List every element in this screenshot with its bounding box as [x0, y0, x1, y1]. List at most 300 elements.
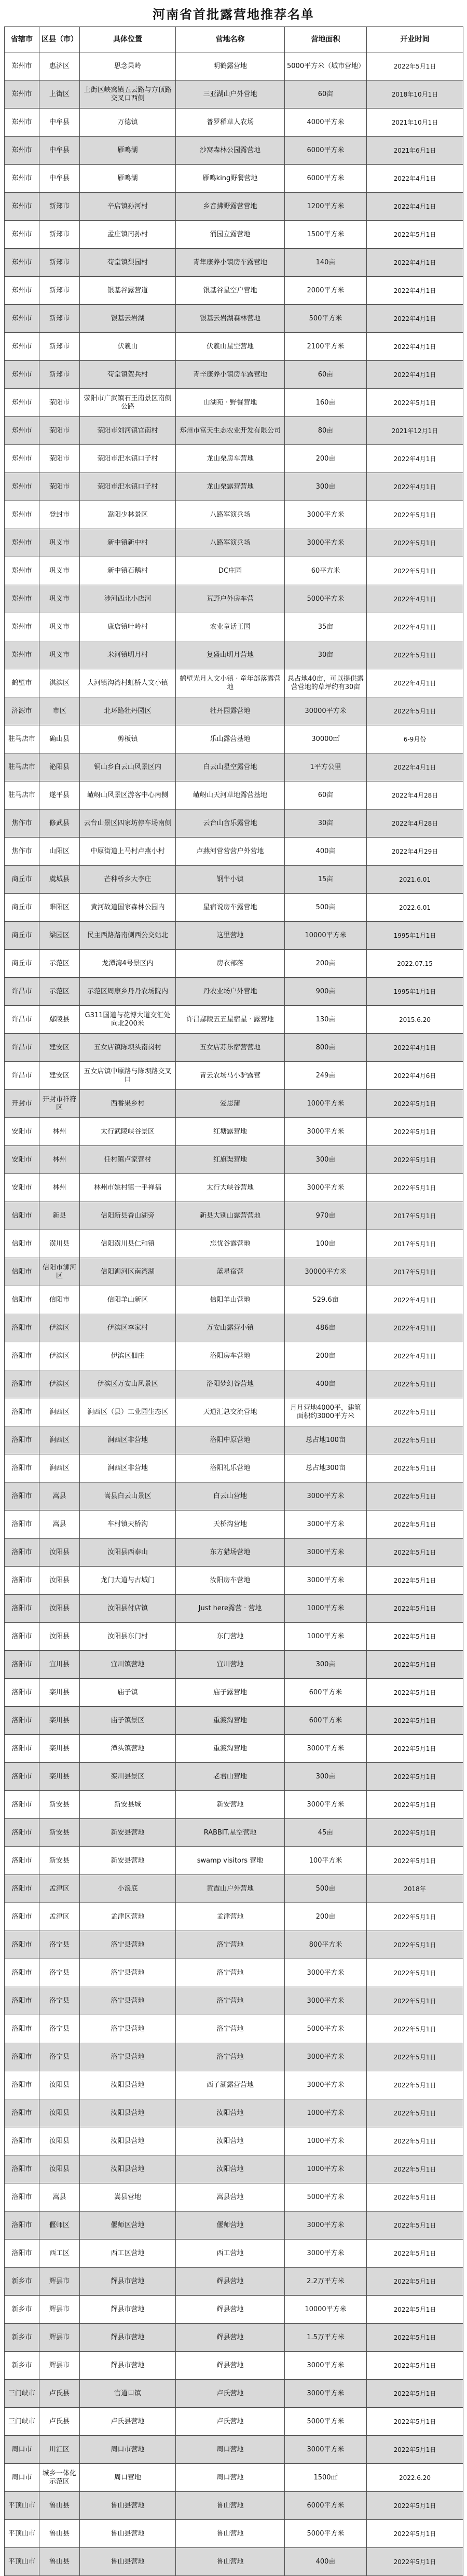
table-row — [5, 1174, 463, 1202]
opening-date-cell: 2022年5月1日 — [367, 1679, 463, 1707]
opening-date-cell: 2022年4月1日 — [367, 585, 463, 613]
district-cell: 孟津区 — [39, 1903, 80, 1931]
table-row — [5, 1651, 463, 1679]
table-row — [5, 1454, 463, 1482]
city-cell: 郑州市 — [5, 52, 39, 80]
area-cell: 1000平方米 — [285, 1623, 367, 1651]
city-cell: 洛阳市 — [5, 1454, 39, 1482]
opening-date-cell: 2021年12月1日 — [367, 417, 463, 445]
city-cell: 商丘市 — [5, 922, 39, 950]
location-cell: 太行武陵峡谷景区 — [80, 1118, 176, 1146]
area-cell: 400亩 — [285, 838, 367, 866]
location-cell: 思念果岭 — [80, 52, 176, 80]
location-cell: 卢氏县营地 — [80, 2408, 176, 2436]
campsite-name-cell: 新县大别山露营营地 — [176, 1202, 285, 1230]
opening-date-cell: 1995年1月1日 — [367, 978, 463, 1006]
table-row — [5, 1623, 463, 1651]
district-cell: 上街区 — [39, 80, 80, 109]
location-cell: 伊滨区佃庄 — [80, 1342, 176, 1370]
area-cell: 30000平方米 — [285, 1258, 367, 1286]
campsite-name-cell: 青辛康养小镇房车露营地 — [176, 361, 285, 389]
area-cell: 130亩 — [285, 1006, 367, 1034]
district-cell: 涧西区 — [39, 1454, 80, 1482]
campsite-name-cell: 白云山星空露营地 — [176, 753, 285, 781]
opening-date-cell: 2022年5月1日 — [367, 2352, 463, 2380]
location-cell: 周口市营地 — [80, 2436, 176, 2464]
city-cell: 洛阳市 — [5, 1370, 39, 1398]
area-cell: 30000㎡ — [285, 725, 367, 753]
city-cell: 三门峡市 — [5, 2380, 39, 2408]
city-cell: 洛阳市 — [5, 2127, 39, 2155]
campsite-name-cell: 洛宁营地 — [176, 1931, 285, 1959]
opening-date-cell: 2022年5月1日 — [367, 1567, 463, 1595]
area-cell: 1200平方米 — [285, 193, 367, 221]
table-row — [5, 2352, 463, 2380]
table-row — [5, 1202, 463, 1230]
district-cell: 洛宁县 — [39, 2015, 80, 2043]
campsite-name-cell: 复盛山明月营地 — [176, 641, 285, 669]
location-cell: 汝阳县营地 — [80, 2127, 176, 2155]
location-cell: 伏羲山 — [80, 333, 176, 361]
table-header-row — [5, 27, 463, 52]
city-cell: 洛阳市 — [5, 1314, 39, 1342]
campsite-name-cell: 鹤壁光月人文小镇 · 童年部落露营地 — [176, 669, 285, 697]
table-row — [5, 80, 463, 109]
location-cell: 剪板镇 — [80, 725, 176, 753]
district-cell: 新郑市 — [39, 249, 80, 277]
city-cell: 洛阳市 — [5, 1623, 39, 1651]
city-cell: 郑州市 — [5, 80, 39, 109]
opening-date-cell: 2022年5月1日 — [367, 1651, 463, 1679]
city-cell: 洛阳市 — [5, 1342, 39, 1370]
location-cell: 鲁山县营地 — [80, 2520, 176, 2548]
opening-date-cell: 2022年5月1日 — [367, 2408, 463, 2436]
location-cell: 小浪底 — [80, 1875, 176, 1903]
district-cell: 登封市 — [39, 501, 80, 529]
table-row — [5, 1482, 463, 1510]
table-row — [5, 838, 463, 866]
city-cell: 周口市 — [5, 2436, 39, 2464]
opening-date-cell: 2022年5月1日 — [367, 1510, 463, 1539]
area-cell: 1500㎡ — [285, 2464, 367, 2492]
campsite-name-cell: 洛阳中原营地 — [176, 1426, 285, 1454]
area-cell: 1平方公里 — [285, 753, 367, 781]
table-row — [5, 52, 463, 80]
city-cell: 洛阳市 — [5, 1482, 39, 1510]
location-cell: 嵖岈山风景区游客中心南侧 — [80, 781, 176, 810]
city-cell: 洛阳市 — [5, 2240, 39, 2268]
city-cell: 洛阳市 — [5, 1735, 39, 1763]
area-cell: 2.2万平方米 — [285, 2268, 367, 2296]
campsite-name-cell: 洛宁营地 — [176, 2043, 285, 2071]
opening-date-cell: 2022年5月1日 — [367, 221, 463, 249]
area-cell: 4000平方米 — [285, 109, 367, 137]
opening-date-cell: 2022年5月1日 — [367, 1539, 463, 1567]
opening-date-cell: 2022年5月1日 — [367, 1174, 463, 1202]
campsite-name-cell: 辉县营地 — [176, 2268, 285, 2296]
city-cell: 安阳市 — [5, 1118, 39, 1146]
district-cell: 新郑市 — [39, 221, 80, 249]
area-cell: 1000平方米 — [285, 2155, 367, 2183]
district-cell: 惠济区 — [39, 52, 80, 80]
campsite-name-cell: 三亚湖山户外营地 — [176, 80, 285, 109]
city-cell: 郑州市 — [5, 109, 39, 137]
area-cell: 3000平方米 — [285, 1482, 367, 1510]
city-cell: 平顶山市 — [5, 2548, 39, 2576]
district-cell: 新郑市 — [39, 277, 80, 305]
city-cell: 新乡市 — [5, 2324, 39, 2352]
city-cell: 郑州市 — [5, 333, 39, 361]
campsite-name-cell: 洛宁营地 — [176, 1959, 285, 1987]
table-row — [5, 361, 463, 389]
district-cell: 涧西区 — [39, 1426, 80, 1454]
location-cell: 任村镇卢家营村 — [80, 1146, 176, 1174]
city-cell: 郑州市 — [5, 641, 39, 669]
district-cell: 伊滨区 — [39, 1342, 80, 1370]
table-row — [5, 1258, 463, 1286]
table-row — [5, 1987, 463, 2015]
area-cell: 45亩 — [285, 1819, 367, 1847]
opening-date-cell: 2022年5月1日 — [367, 529, 463, 557]
location-cell: 汝阳县东门村 — [80, 1623, 176, 1651]
city-cell: 洛阳市 — [5, 1707, 39, 1735]
table-row — [5, 557, 463, 585]
district-cell: 宜川县 — [39, 1651, 80, 1679]
campsite-name-cell: 八路军演兵场 — [176, 501, 285, 529]
area-cell: 400亩 — [285, 2548, 367, 2576]
campsite-name-cell: 乡音拂野露营营地 — [176, 193, 285, 221]
city-cell: 驻马店市 — [5, 725, 39, 753]
opening-date-cell: 2022年4月1日 — [367, 1342, 463, 1370]
opening-date-cell: 2017年5月1日 — [367, 1202, 463, 1230]
opening-date-cell: 2022年4月1日 — [367, 193, 463, 221]
opening-date-cell: 2022年5月1日 — [367, 1623, 463, 1651]
area-cell: 1000平方米 — [285, 1595, 367, 1623]
area-cell: 1000平方米 — [285, 1090, 367, 1118]
city-cell: 三门峡市 — [5, 2408, 39, 2436]
campsite-name-cell: 黄霞山户外营地 — [176, 1875, 285, 1903]
table-row — [5, 669, 463, 697]
table-row — [5, 1286, 463, 1314]
location-cell: 嵩阳少林景区 — [80, 501, 176, 529]
district-cell: 卢氏县 — [39, 2380, 80, 2408]
campsite-name-cell: 雁鸣king野餐营地 — [176, 165, 285, 193]
campsite-name-cell: 五女店苏乐宿营营地 — [176, 1034, 285, 1062]
location-cell: 大河镇沟湾村虹桥人文小镇 — [80, 669, 176, 697]
opening-date-cell: 2022年5月1日 — [367, 1735, 463, 1763]
campsite-name-cell: 银基云岩湖森林营地 — [176, 305, 285, 333]
district-cell: 新郑市 — [39, 305, 80, 333]
campsite-name-cell: 许昌鄢陵五五星宿星 · 露营地 — [176, 1006, 285, 1034]
campsite-name-cell: 汝阳营地 — [176, 2155, 285, 2183]
opening-date-cell: 2022年5月1日 — [367, 557, 463, 585]
campsite-name-cell: 云台山音乐露营地 — [176, 810, 285, 838]
location-cell: 周口营地 — [80, 2464, 176, 2492]
district-cell: 山阳区 — [39, 838, 80, 866]
opening-date-cell: 2022年5月1日 — [367, 1791, 463, 1819]
table-row — [5, 1959, 463, 1987]
area-cell: 10000平方米 — [285, 2296, 367, 2324]
opening-date-cell: 2022年5月1日 — [367, 2380, 463, 2408]
district-cell: 建安区 — [39, 1034, 80, 1062]
location-cell: 信阳潢川县仁和镇 — [80, 1230, 176, 1258]
area-cell: 1000平方米 — [285, 2099, 367, 2127]
city-cell: 郑州市 — [5, 445, 39, 473]
district-cell: 淇滨区 — [39, 669, 80, 697]
district-cell: 嵩县 — [39, 1482, 80, 1510]
opening-date-cell: 2022年5月1日 — [367, 1959, 463, 1987]
location-cell: 西番果乡村 — [80, 1090, 176, 1118]
table-row — [5, 249, 463, 277]
area-cell: 3000平方米 — [285, 2380, 367, 2408]
area-cell: 3000平方米 — [285, 1791, 367, 1819]
table-row — [5, 2015, 463, 2043]
opening-date-cell: 2022年4月1日 — [367, 305, 463, 333]
table-row — [5, 2436, 463, 2464]
table-row — [5, 613, 463, 641]
location-cell: 新中镇新中村 — [80, 529, 176, 557]
city-cell: 郑州市 — [5, 613, 39, 641]
area-cell: 3000平方米 — [285, 529, 367, 557]
location-cell: 嵩县营地 — [80, 2183, 176, 2211]
location-cell: 新中镇石鹅村 — [80, 557, 176, 585]
area-cell: 5000平方米 — [285, 2015, 367, 2043]
opening-date-cell: 2022年5月1日 — [367, 2520, 463, 2548]
campsite-name-cell: 洛阳房车营地 — [176, 1342, 285, 1370]
district-cell: 虞城县 — [39, 866, 80, 894]
campsite-name-cell: 嵖岈山天河草地露营基地 — [176, 781, 285, 810]
opening-date-cell: 2022年5月1日 — [367, 2211, 463, 2240]
city-cell: 驻马店市 — [5, 781, 39, 810]
area-cell: 3000平方米 — [285, 501, 367, 529]
location-cell: 荥阳市汜水镇口子村 — [80, 445, 176, 473]
city-cell: 郑州市 — [5, 193, 39, 221]
campsite-name-cell: 辉县营地 — [176, 2352, 285, 2380]
opening-date-cell: 2022年5月1日 — [367, 2071, 463, 2099]
area-cell: 3000平方米 — [285, 2240, 367, 2268]
area-cell: 3000平方米 — [285, 2043, 367, 2071]
location-cell: 荥阳市刘河镇官南村 — [80, 417, 176, 445]
table-row — [5, 1314, 463, 1342]
location-cell: 万德镇 — [80, 109, 176, 137]
city-cell: 郑州市 — [5, 473, 39, 501]
campsite-name-cell: 汝阳营地 — [176, 2099, 285, 2127]
location-cell: 潭头镇营地 — [80, 1735, 176, 1763]
area-cell: 600平方米 — [285, 1707, 367, 1735]
city-cell: 新乡市 — [5, 2296, 39, 2324]
opening-date-cell: 2015.6.20 — [367, 1006, 463, 1034]
header-cell: 营地名称 — [176, 27, 285, 52]
area-cell: 300亩 — [285, 1763, 367, 1791]
district-cell: 鲁山县 — [39, 2548, 80, 2576]
city-cell: 郑州市 — [5, 529, 39, 557]
table-row — [5, 1763, 463, 1791]
area-cell: 15亩 — [285, 866, 367, 894]
location-cell: 龙门大道与古城门 — [80, 1567, 176, 1595]
opening-date-cell: 2022年5月1日 — [367, 1819, 463, 1847]
location-cell: 新安县营地 — [80, 1847, 176, 1875]
district-cell: 荥阳市 — [39, 445, 80, 473]
campsite-name-cell: swamp visitors 营地 — [176, 1847, 285, 1875]
table-row — [5, 2296, 463, 2324]
location-cell: 洛宁县营地 — [80, 1959, 176, 1987]
location-cell: 铜山乡白云山风景区内 — [80, 753, 176, 781]
opening-date-cell: 2022年5月1日 — [367, 641, 463, 669]
area-cell: 6000平方米 — [285, 137, 367, 165]
district-cell: 伊滨区 — [39, 1370, 80, 1398]
location-cell: 芒种桥乡大李庄 — [80, 866, 176, 894]
location-cell: 伊滨区李家村 — [80, 1314, 176, 1342]
area-cell: 3000平方米 — [285, 1959, 367, 1987]
district-cell: 栾川县 — [39, 1707, 80, 1735]
district-cell: 偃师区 — [39, 2211, 80, 2240]
campsite-name-cell: 红旗渠营地 — [176, 1146, 285, 1174]
district-cell: 示范区 — [39, 978, 80, 1006]
city-cell: 洛阳市 — [5, 1847, 39, 1875]
campsite-name-cell: 洛阳梦幻谷营地 — [176, 1370, 285, 1398]
opening-date-cell: 2022年5月1日 — [367, 2324, 463, 2352]
area-cell: 500亩 — [285, 894, 367, 922]
district-cell: 汝阳县 — [39, 2071, 80, 2099]
opening-date-cell: 2017年5月1日 — [367, 1230, 463, 1258]
district-cell: 汝阳县 — [39, 1623, 80, 1651]
campsite-name-cell: 普罗稻草人农场 — [176, 109, 285, 137]
city-cell: 许昌市 — [5, 1062, 39, 1090]
opening-date-cell: 2022.6.20 — [367, 2464, 463, 2492]
district-cell: 林州 — [39, 1146, 80, 1174]
city-cell: 安阳市 — [5, 1174, 39, 1202]
location-cell: 洛宁县营地 — [80, 2043, 176, 2071]
opening-date-cell: 2022年5月1日 — [367, 2548, 463, 2576]
district-cell: 巩义市 — [39, 557, 80, 585]
area-cell: 800平方米 — [285, 1931, 367, 1959]
area-cell: 529.6亩 — [285, 1286, 367, 1314]
area-cell: 600平方米 — [285, 1679, 367, 1707]
opening-date-cell: 2022年4月1日 — [367, 1286, 463, 1314]
area-cell: 3000平方米 — [285, 2352, 367, 2380]
campsite-name-cell: 钢牛小镇 — [176, 866, 285, 894]
area-cell: 2100平方米 — [285, 333, 367, 361]
location-cell: 洛宁县营地 — [80, 2015, 176, 2043]
table-row — [5, 725, 463, 753]
district-cell: 修武县 — [39, 810, 80, 838]
city-cell: 洛阳市 — [5, 1931, 39, 1959]
campsite-name-cell: 太行大峡谷营地 — [176, 1174, 285, 1202]
campsite-name-cell: 辉县营地 — [176, 2296, 285, 2324]
area-cell: 35亩 — [285, 613, 367, 641]
city-cell: 洛阳市 — [5, 2043, 39, 2071]
area-cell: 60亩 — [285, 80, 367, 109]
district-cell: 中牟县 — [39, 165, 80, 193]
location-cell: 上街区峡窝镇五云路与方顶路交叉口西侧 — [80, 80, 176, 109]
area-cell: 5000平方米（城市营地） — [285, 52, 367, 80]
district-cell: 洛宁县 — [39, 1987, 80, 2015]
opening-date-cell: 2022.07.15 — [367, 950, 463, 978]
table-row — [5, 1847, 463, 1875]
campsite-name-cell: 卢氏营地 — [176, 2408, 285, 2436]
area-cell: 249亩 — [285, 1062, 367, 1090]
location-cell: 林州市姚村镇一手禅福 — [80, 1174, 176, 1202]
location-cell: 辉县市营地 — [80, 2296, 176, 2324]
location-cell: 涧西区非营地 — [80, 1426, 176, 1454]
table-row — [5, 501, 463, 529]
district-cell: 洛宁县 — [39, 1931, 80, 1959]
opening-date-cell: 2022年4月1日 — [367, 1314, 463, 1342]
city-cell: 郑州市 — [5, 165, 39, 193]
table-row — [5, 1679, 463, 1707]
area-cell: 800亩 — [285, 1034, 367, 1062]
city-cell: 洛阳市 — [5, 1959, 39, 1987]
table-row — [5, 2408, 463, 2436]
area-cell: 30亩 — [285, 810, 367, 838]
district-cell: 城乡一体化示范区 — [39, 2464, 80, 2492]
campsite-name-cell: 房衣部落 — [176, 950, 285, 978]
opening-date-cell: 2022年4月1日 — [367, 669, 463, 697]
campsite-name-cell: 辉县营地 — [176, 2324, 285, 2352]
table-row — [5, 697, 463, 725]
table-row — [5, 1791, 463, 1819]
location-cell: 孟庄镇南孙村 — [80, 221, 176, 249]
city-cell: 郑州市 — [5, 417, 39, 445]
location-cell: 汝阳县营地 — [80, 2099, 176, 2127]
city-cell: 洛阳市 — [5, 1510, 39, 1539]
table-row — [5, 2268, 463, 2296]
district-cell: 新安县 — [39, 1791, 80, 1819]
area-cell: 总占地300亩 — [285, 1454, 367, 1482]
opening-date-cell: 2022年4月1日 — [367, 249, 463, 277]
table-row — [5, 2380, 463, 2408]
area-cell: 500平方米 — [285, 305, 367, 333]
campsite-name-cell: 银基谷星空户营地 — [176, 277, 285, 305]
district-cell: 辉县市 — [39, 2352, 80, 2380]
district-cell: 新安县 — [39, 1847, 80, 1875]
campsite-name-cell: 明鹤露营地 — [176, 52, 285, 80]
city-cell: 许昌市 — [5, 1034, 39, 1062]
opening-date-cell: 2022年5月1日 — [367, 1482, 463, 1510]
city-cell: 郑州市 — [5, 277, 39, 305]
location-cell: 鲁山县营地 — [80, 2548, 176, 2576]
area-cell: 3000平方米 — [285, 2211, 367, 2240]
table-row — [5, 473, 463, 501]
city-cell: 信阳市 — [5, 1202, 39, 1230]
city-cell: 安阳市 — [5, 1146, 39, 1174]
district-cell: 睢阳区 — [39, 894, 80, 922]
area-cell: 80亩 — [285, 417, 367, 445]
opening-date-cell: 2022年5月1日 — [367, 2268, 463, 2296]
table-row — [5, 305, 463, 333]
location-cell: 孟津区营地 — [80, 1903, 176, 1931]
opening-date-cell: 2022年4月1日 — [367, 445, 463, 473]
city-cell: 郑州市 — [5, 361, 39, 389]
campsite-name-cell: 汝阳房车营地 — [176, 1567, 285, 1595]
district-cell: 辉县市 — [39, 2296, 80, 2324]
city-cell: 平顶山市 — [5, 2520, 39, 2548]
district-cell: 嵩县 — [39, 1510, 80, 1539]
district-cell: 新郑市 — [39, 333, 80, 361]
location-cell: 汝阳县营地 — [80, 2155, 176, 2183]
campsite-table — [4, 26, 463, 2576]
district-cell: 中牟县 — [39, 109, 80, 137]
district-cell: 汝阳县 — [39, 1595, 80, 1623]
table-row — [5, 2155, 463, 2183]
district-cell: 新郑市 — [39, 361, 80, 389]
location-cell: 苟堂镇贺兵村 — [80, 361, 176, 389]
table-row — [5, 1034, 463, 1062]
city-cell: 洛阳市 — [5, 2015, 39, 2043]
district-cell: 汝阳县 — [39, 2155, 80, 2183]
area-cell: 140亩 — [285, 249, 367, 277]
district-cell: 鲁山县 — [39, 2520, 80, 2548]
